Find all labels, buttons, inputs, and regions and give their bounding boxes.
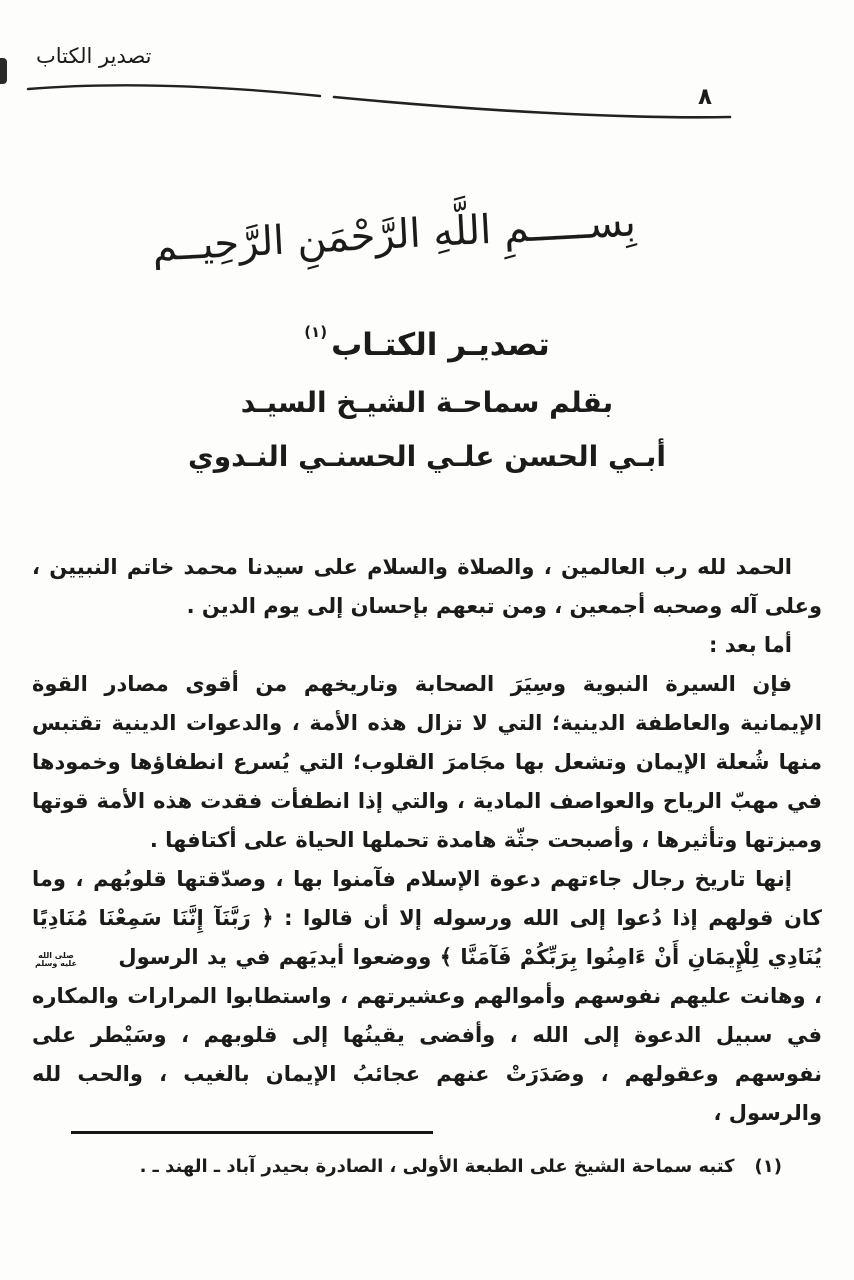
footnote-separator-line [71,1131,433,1134]
opening-hamdala-paragraph: الحمد لله رب العالمين ، والصلاة والسلام على سيدنا محمد خاتم النبيين ، وعلى آله وصحبه أجمعين ، ومن تبعهم بإحسان إلى يوم الدين . [32,555,822,618]
iman-paragraph-intro: إنها تاريخ رجال جاءتهم دعوة الإسلام فآمنوا بها ، وصدّقتها قلوبُهم ، وما كان قولهم إذا دُعوا إلى الله ورسوله إلا أن قالوا : [32,867,822,930]
basmala-calligraphy: بِســـــمِ اللَّهِ الرَّحْمَنِ الرَّحِيــم [151,199,637,271]
page-title [0,322,854,367]
salawat-line1: صلى الله [38,951,74,960]
iman-history-paragraph [32,860,822,1133]
running-header-title: تصدير الكتاب [36,44,152,68]
footnote-marker: (١) [754,1156,782,1177]
title-footnote-marker: (١) [304,323,328,341]
iman-paragraph-tail: ، وهانت عليهم نفوسهم وأموالهم وعشيرتهم ، واستطابوا المرارات والمكاره في سبيل الدعوة إلى الله ، وأفضى يقينُها إلى قلوبهم ، وسَيْطر على نفوسهم وعقولهم ، وصَدَرَتْ عنهم عجائبُ الإيمان بالغيب ، والحب لله والرسول ، [32,984,822,1125]
header-rule-line [0,75,854,130]
scan-artifact [0,58,7,84]
salawat-honorific-icon [35,952,107,968]
footnote [60,1152,782,1182]
seerah-paragraph: فإن السيرة النبوية وسِيَرَ الصحابة وتاريخهم من أقوى مصادر القوة الإيمانية والعاطفة الدينية؛ التي لا تزال هذه الأمة ، والدعوات الدينية تقتبس منها شُعلة الإيمان وتشعل بها مجَامرَ القلوب؛ التي يُسرع انطفاؤها وخمودها في مهبّ الرياح والعواصف المادية ، والتي إذا انطفأت فقدت هذه الأمة قوتها وميزتها وتأثيرها ، وأصبحت جثّة هامدة تحملها الحياة على أكتافها . [32,672,822,852]
byline-author-name: أبـي الحسن علـي الحسنـي النـدوي [188,440,666,474]
page-title-text: تصديـر الكتـاب [331,327,550,363]
amma-baad-line: أما بعد : [709,633,792,657]
title-block [0,322,854,491]
footnote-text: كتبه سماحة الشيخ على الطبعة الأولى ، الصادرة بحيدر آباد ـ الهند ـ . [139,1156,735,1177]
quran-verse: ﴿ رَبَّنَآ إِنَّنَا سَمِعْنَا مُنَادِيًا يُنَادِي لِلْإِيمَانِ أَنْ ءَامِنُوا بِرَبِّكُمْ فَآمَنَّا ﴾ [32,906,822,969]
page-number: ٨ [698,84,713,110]
salawat-line2: عليه وسلم [35,959,78,968]
iman-paragraph-middle: ووضعوا أيديَهم في يد الرسول [110,945,440,969]
body-text [32,548,822,1133]
byline-primary: بقلم سماحـة الشيـخ السيـد [240,385,614,419]
